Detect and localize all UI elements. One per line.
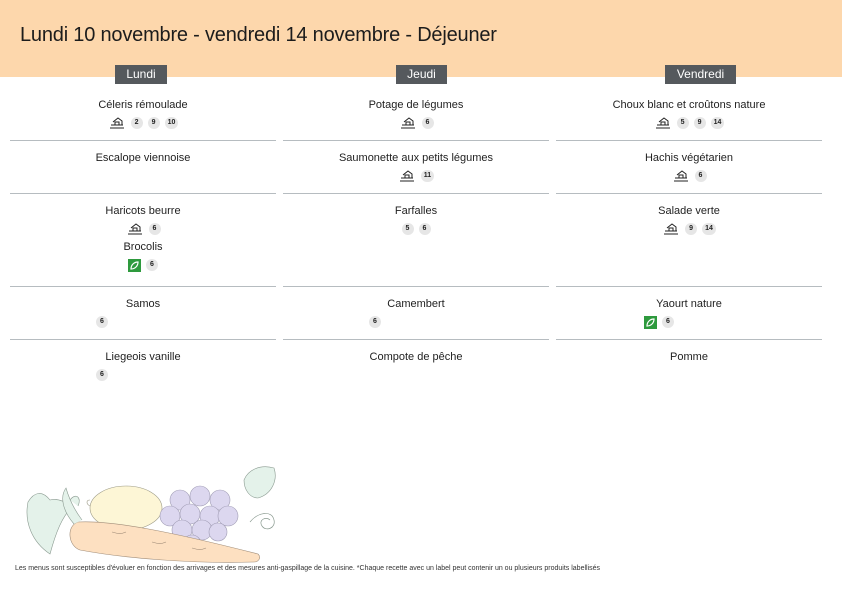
dish-name: Hachis végétarien [644,152,734,164]
allergen-chip: 9 [685,223,697,235]
menu-cell-starter [556,88,822,141]
dish-name: Compote de pêche [369,351,463,363]
dish [10,151,276,165]
dish-labels [10,222,276,236]
dish-name: Samos [125,298,161,310]
dish-labels [283,169,549,183]
dish-name: Potage de légumes [368,99,464,111]
column-thursday [283,88,549,393]
homemade-icon [662,222,680,236]
dish [556,350,822,364]
organic-label-icon [128,259,141,272]
allergen-chip: 14 [702,223,716,235]
vegetables-illustration [22,462,290,566]
dish [10,240,276,272]
allergen-chip: 5 [402,223,414,235]
allergen-chip: 6 [149,223,161,235]
dish [283,98,549,130]
dish-labels [283,315,549,329]
dish [556,204,822,236]
dish-labels [556,169,822,183]
dish-labels [10,258,276,272]
dish-name: Farfalles [394,205,438,217]
dish-name: Camembert [387,298,445,310]
dish [10,204,276,236]
allergen-chip: 6 [96,369,108,381]
dish-labels [10,116,276,130]
allergen-chip: 10 [165,117,179,129]
dish-name: Brocolis [123,241,163,253]
allergen-chip: 5 [677,117,689,129]
dish [556,151,822,183]
day-label-monday: Lundi [115,65,167,84]
page-title: Lundi 10 novembre - vendredi 14 novembre - Déjeuner [20,24,497,46]
dish [283,151,549,183]
allergen-chip: 6 [422,117,434,129]
dish-labels [556,222,822,236]
menu-cell-main [10,141,276,194]
menu-cell-starter [10,88,276,141]
dish [283,297,549,329]
homemade-icon [399,116,417,130]
homemade-icon [126,222,144,236]
dish-labels [556,116,822,130]
dish [556,297,822,329]
dish-name: Liegeois vanille [105,351,181,363]
dish [283,204,549,236]
homemade-icon [654,116,672,130]
menu-cell-dessert [10,340,276,393]
menu-cell-side [10,194,276,287]
allergen-chip: 9 [148,117,160,129]
menu-cell-dessert [283,340,549,393]
allergen-chip: 2 [131,117,143,129]
dish-name: Salade verte [658,205,720,217]
dish-name: Saumonette aux petits légumes [338,152,494,164]
menu-cell-dessert [556,340,822,393]
dish-name: Céleris rémoulade [98,99,188,111]
dish-name: Haricots beurre [105,205,181,217]
organic-label-icon [644,316,657,329]
dish-name: Escalope viennoise [95,152,191,164]
column-friday [556,88,822,393]
dish-name: Yaourt nature [656,298,722,310]
menu-cell-main [283,141,549,194]
menu-cell-main [556,141,822,194]
menu-cell-cheese [556,287,822,340]
allergen-chip: 6 [695,170,707,182]
allergen-chip: 6 [662,316,674,328]
menu-cell-side [283,194,549,287]
dish [10,297,276,329]
allergen-chip: 6 [146,259,158,271]
day-label-friday: Vendredi [665,65,736,84]
allergen-chip: 6 [369,316,381,328]
allergen-chip: 6 [419,223,431,235]
dish-labels [283,116,549,130]
allergen-chip: 14 [711,117,725,129]
allergen-chip: 6 [96,316,108,328]
menu-cell-cheese [10,287,276,340]
homemade-icon [108,116,126,130]
homemade-icon [672,169,690,183]
allergen-chip: 11 [421,170,434,182]
dish-name: Pomme [670,351,708,363]
menu-cell-side [556,194,822,287]
dish [10,98,276,130]
dish-name: Choux blanc et croûtons nature [612,99,766,111]
homemade-icon [398,169,416,183]
footer-note: Les menus sont susceptibles d'évoluer en fonction des arrivages et des mesures anti-gaspillage de la cuisine. *Chaque recette avec un label peut contenir un ou plusieurs produits labellisés [15,565,601,572]
dish [556,98,822,130]
dish-labels [10,315,276,329]
allergen-chip: 9 [694,117,706,129]
dish-labels [283,222,549,236]
dish-labels [10,368,276,382]
day-label-thursday: Jeudi [396,65,447,84]
dish-labels [556,315,822,329]
dish [10,350,276,382]
dish [283,350,549,364]
menu-cell-starter [283,88,549,141]
menu-cell-cheese [283,287,549,340]
column-monday [10,88,276,393]
